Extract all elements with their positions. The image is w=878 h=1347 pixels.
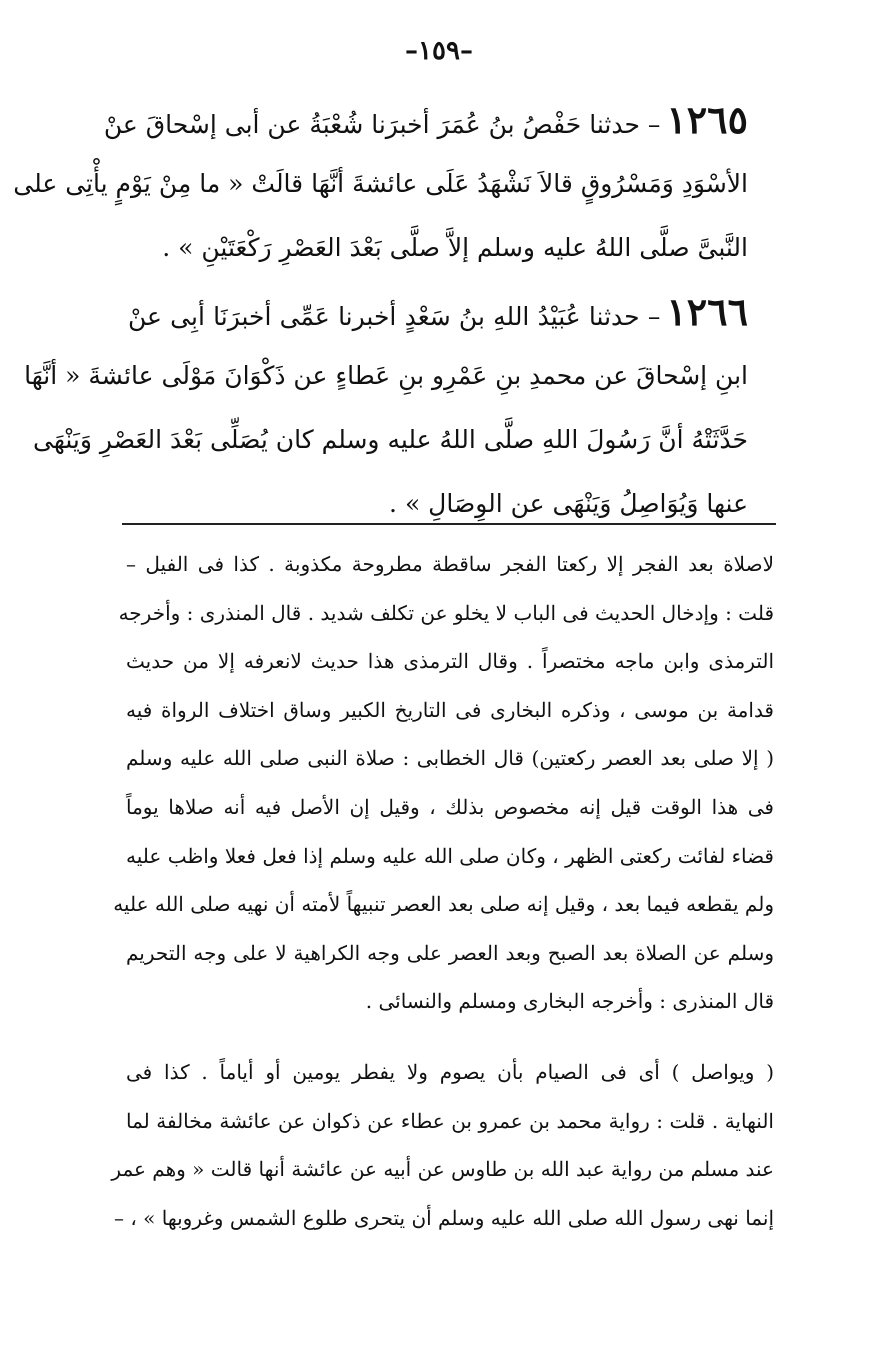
footnote-line: وسلم عن الصلاة بعد الصبح وبعد العصر على وجه الكراهية لا على وجه التحريم	[126, 940, 774, 965]
footnote-line: النهاية . قلت : رواية محمد بن عمرو بن عطاء عن ذكوان عن عائشة مخالفة لما	[126, 1108, 774, 1133]
hadith-line	[103, 88, 748, 152]
hadith-line: الأسْوَدِ وَمَسْرُوقٍ قالاَ نَشْهَدُ عَلَى عائشةَ أنَّهَا قالَتْ « ما مِنْ يَوْمٍ يأْتِى على	[13, 169, 748, 198]
hadith-text-block	[13, 88, 748, 536]
footnote-line: لاصلاة بعد الفجر إلا ركعتا الفجر ساقطة مطروحة مكذوبة . كذا فى الفيل –	[126, 552, 774, 576]
page-number: –١٥٩–	[405, 36, 473, 66]
hadith-number: ١٢٦٦	[666, 289, 748, 334]
footnote-line: ( ويواصل ) أى فى الصيام بأن يصوم ولا يفطر يومين أو أياماً . كذا فى	[126, 1059, 774, 1084]
hadith-line: حَدَّثَتْهُ أنَّ رَسُولَ اللهِ صلَّى اللهُ عليه وسلم كان يُصَلِّى بَعْدَ العَصْرِ وَيَنْهَى	[33, 425, 748, 454]
footnote-line: قال المنذرى : وأخرجه البخارى ومسلم والنسائى .	[365, 989, 774, 1014]
footnote-line: ولم يقطعه فيما بعد ، وقيل إنه صلى بعد العصر تنبيهاً لأمته أن نهيه صلى الله عليه	[113, 892, 774, 917]
hadith-number: ١٢٦٥	[666, 97, 748, 142]
footnote-line: الترمذى وابن ماجه مختصراً . وقال الترمذى هذا حديث لانعرفه إلا من حديث	[126, 649, 774, 674]
paragraph-gap	[126, 1026, 774, 1048]
hadith-line-text: – حدثنا حَفْصُ بنُ عُمَرَ أخبرَنا شُعْبَةُ عن أبى إسْحاقَ عنْ	[103, 110, 661, 139]
footnote-line: فى هذا الوقت قيل إنه مخصوص بذلك ، وقيل إن الأصل فيه أنه صلاها يوماً	[126, 794, 774, 819]
footnote-line: قلت : وإدخال الحديث فى الباب لا يخلو عن تكلف شديد . قال المنذرى : وأخرجه	[118, 600, 774, 625]
hadith-line: النَّبىَّ صلَّى اللهُ عليه وسلم إلاَّ صلَّى بَعْدَ العَصْرِ رَكْعَتَيْنِ » .	[162, 233, 748, 262]
footnote-line: ( إلا صلى بعد العصر ركعتين) قال الخطابى : صلاة النبى صلى الله عليه وسلم	[126, 746, 774, 771]
hadith-line: عنها وَيُوَاصِلُ وَيَنْهَى عن الوِصَالِ » .	[389, 489, 748, 518]
hadith-line: ابنِ إسْحاقَ عن محمدِ بنِ عَمْرِو بنِ عَطاءٍ عن ذَكْوَانَ مَوْلَى عائشةَ « أنَّهَا	[24, 361, 748, 390]
footnote-line: عند مسلم من رواية عبد الله بن طاوس عن أبيه عن عائشة أنها قالت « وهم عمر	[111, 1157, 774, 1182]
hadith-line-text: – حدثنا عُبَيْدُ اللهِ بنُ سَعْدٍ أخبرنا عَمِّى أخبرَنَا أبِى عنْ	[128, 302, 661, 331]
footnote-line: قدامة بن موسى ، وذكره البخارى فى التاريخ الكبير وساق اختلاف الرواة فيه	[126, 697, 774, 722]
hadith-line	[128, 280, 748, 344]
footnote-line: إنما نهى رسول الله صلى الله عليه وسلم أن يتحرى طلوع الشمس وغروبها » ، –	[114, 1205, 774, 1230]
footnote-line: قضاء لفائت ركعتى الظهر ، وكان صلى الله عليه وسلم إذا فعل فعلا واظب عليه	[126, 843, 774, 868]
footnote-divider	[122, 523, 776, 525]
footnotes-block	[111, 540, 774, 1242]
